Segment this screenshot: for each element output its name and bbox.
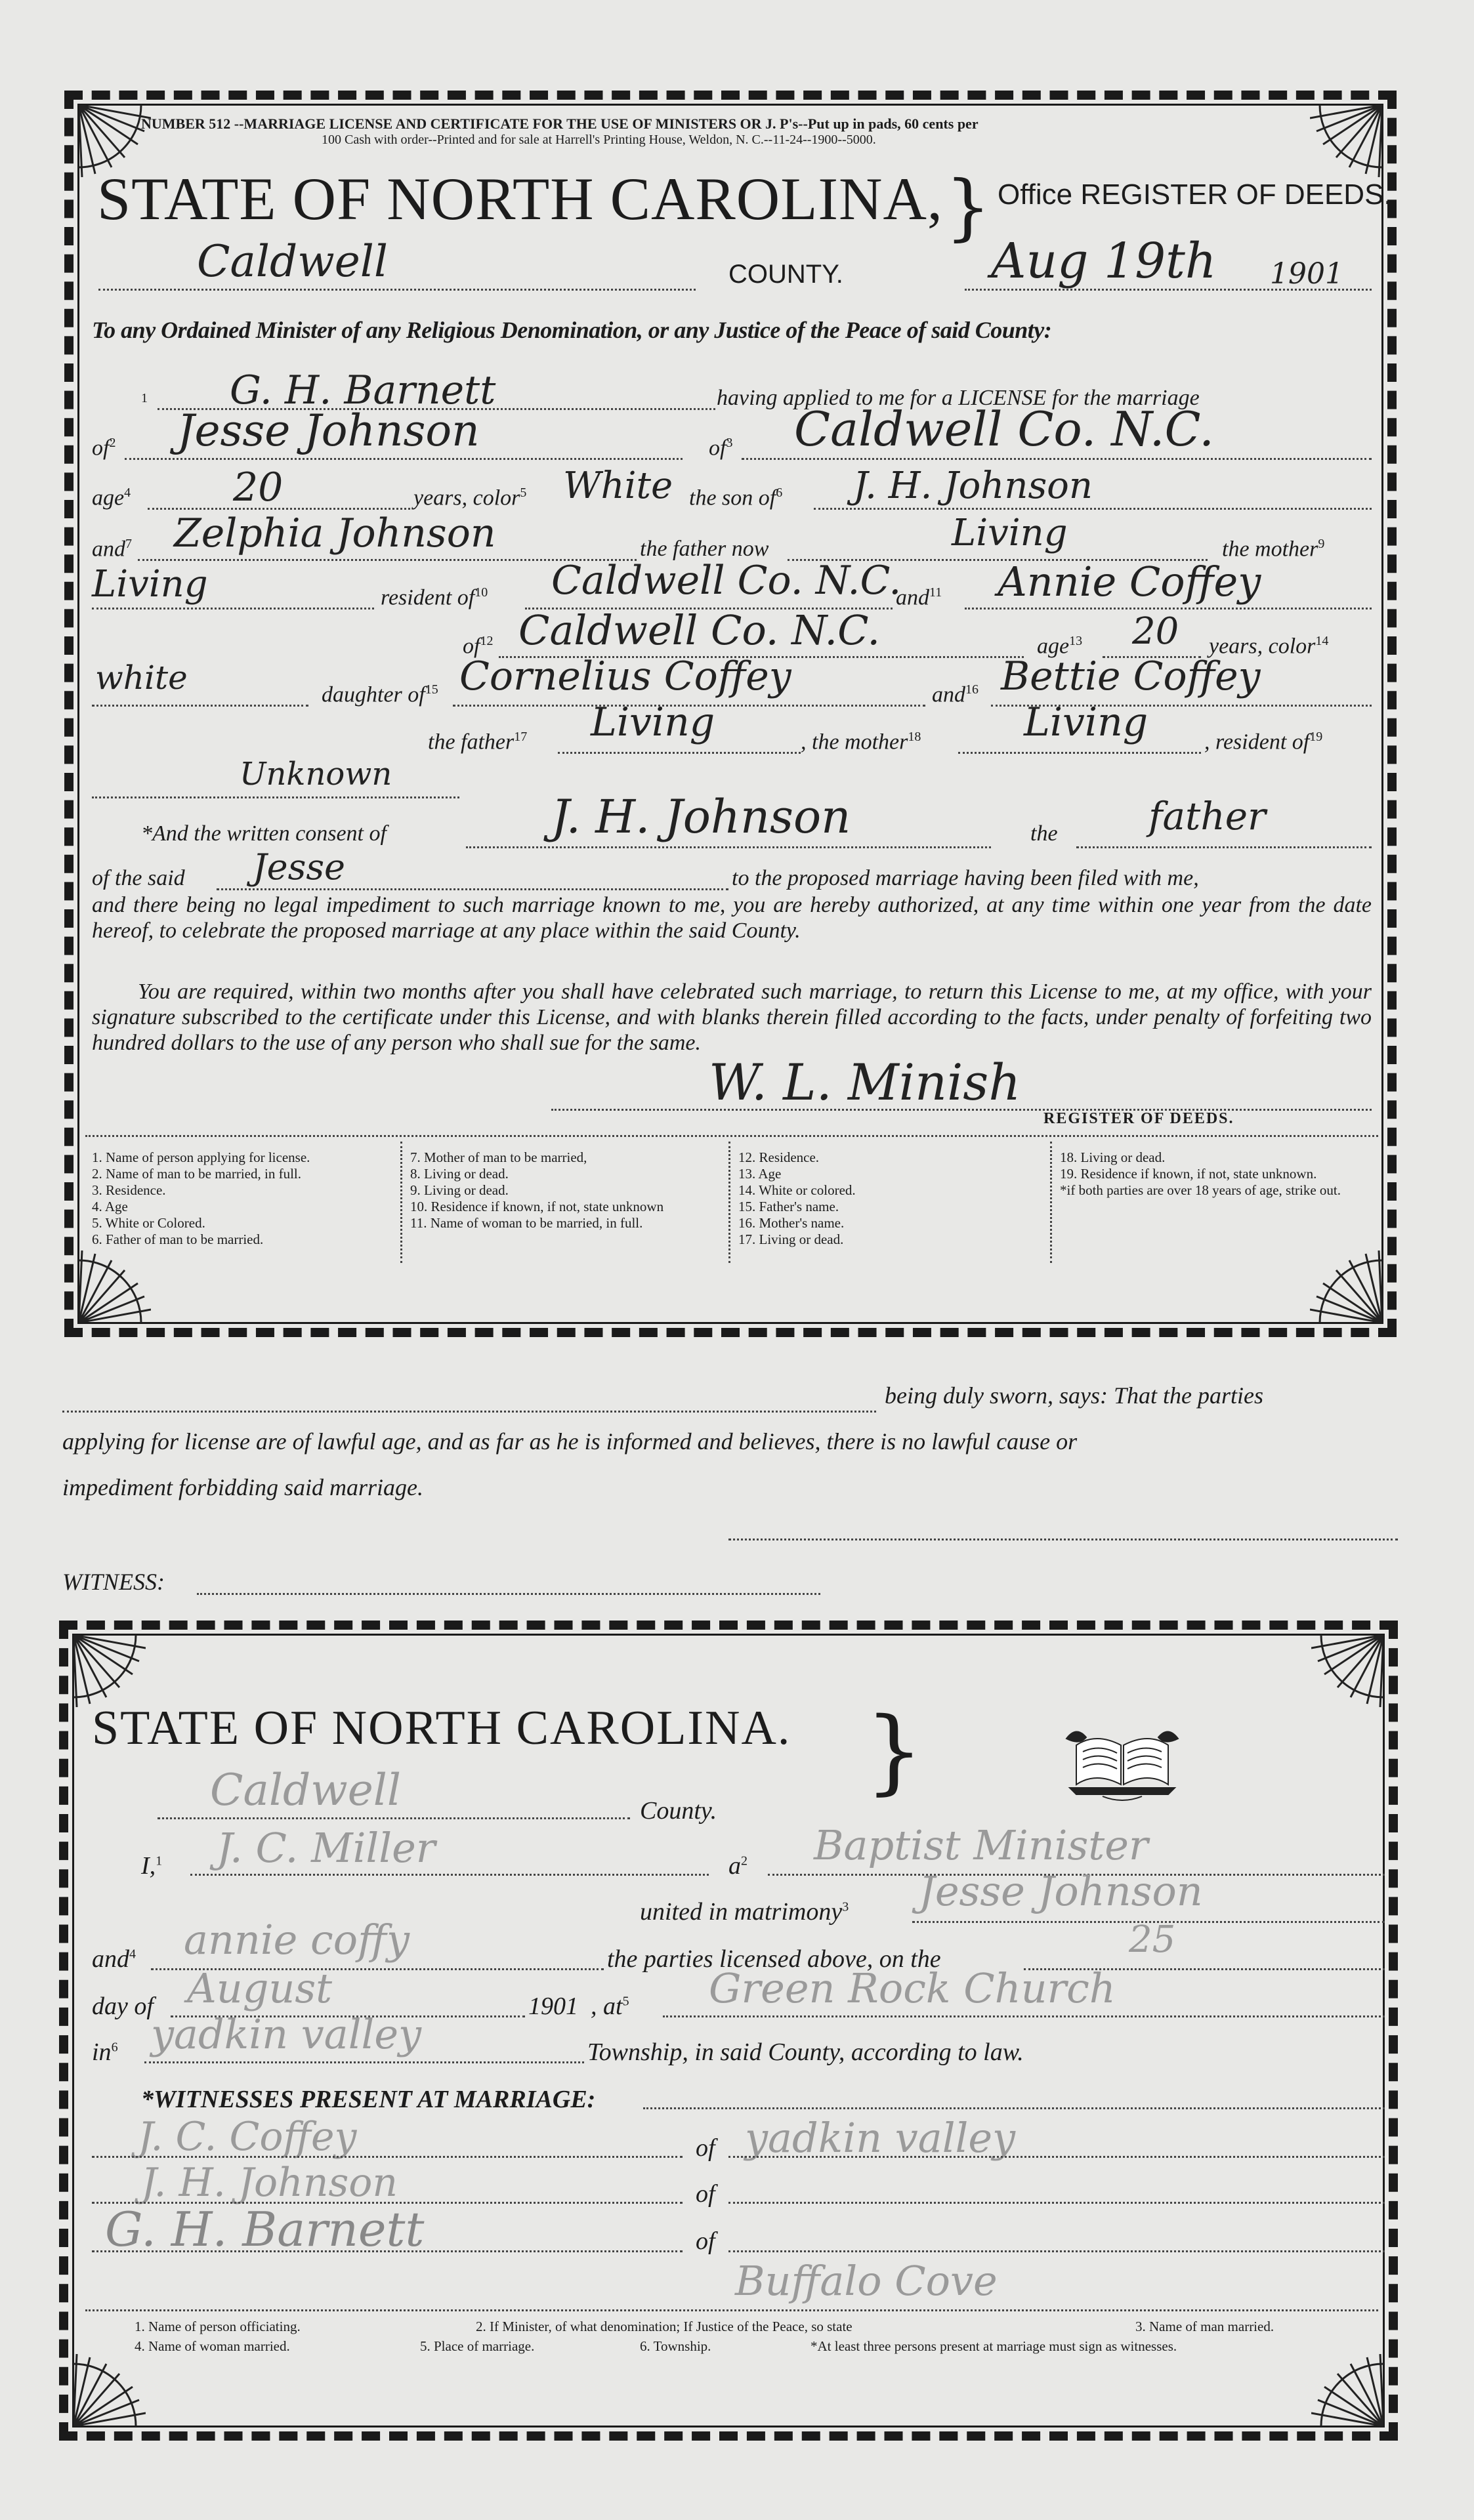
- affiant-signature-line: [728, 1539, 1398, 1540]
- years-color-label-2: years, color$^{14}$: [1209, 634, 1329, 659]
- field-num: 1: [141, 391, 148, 405]
- groom-line: [125, 458, 683, 460]
- officiant-name: J. C. Miller: [217, 1824, 436, 1872]
- age-label-2: age$^{13}$: [1037, 634, 1083, 659]
- legend-col-1: [92, 1149, 394, 1248]
- date-line: [965, 289, 1372, 291]
- bride-father: Cornelius Coffey: [459, 653, 791, 699]
- legend-item: 12. Residence.: [738, 1149, 820, 1165]
- father-now-label: the father now: [640, 537, 769, 561]
- state-title: STATE OF NORTH CAROLINA,: [97, 165, 943, 232]
- return-paragraph: You are required, within two months after you shall have celebrated such marriage, to return this License to me, at my office, with your signature subscribed to the certificate under this License, and with blanks therein filled according to the facts, under penalty of forfeiting two hundred dollars to the use of any person who shall sue for the same.: [92, 980, 1372, 1055]
- legend-divider: [85, 1135, 1378, 1137]
- corner-ornament-icon: [1311, 1635, 1383, 1707]
- salutation: To any Ordained Minister of any Religious Denomination, or any Justice of the Peace of said County:: [92, 317, 1052, 343]
- consenter-line: [466, 846, 991, 848]
- legend-item: 1. Name of person applying for license.: [92, 1149, 310, 1165]
- bride-mother-status: Living: [1024, 699, 1148, 745]
- and-label-cert: and$^4$: [92, 1945, 136, 1973]
- said-name-line: [217, 888, 728, 890]
- bride-mother-status-line: [958, 752, 1201, 754]
- resident-of-label-2: , resident $of^{19}$: [1204, 730, 1323, 754]
- parties-text: the parties licensed above, on the: [607, 1945, 941, 1973]
- affidavit-line-3: impediment forbidding said marriage.: [62, 1474, 423, 1500]
- groom-father-status: Living: [952, 512, 1068, 554]
- witness-2-of: of: [696, 2180, 715, 2208]
- legend-item: 2. Name of man to be married, in full.: [92, 1166, 301, 1182]
- legend-item: 14. White or colored.: [738, 1182, 856, 1198]
- witness-3-line: [92, 2250, 683, 2252]
- bride-mother: Bettie Coffey: [1001, 653, 1261, 699]
- the-mother-label: the mother$^9$: [1222, 537, 1325, 562]
- witness-1-place: yadkin valley: [745, 2114, 1016, 2162]
- certificate-county-value: Caldwell: [210, 1765, 401, 1815]
- resident-of-label: resident $of^{10}$: [381, 585, 488, 610]
- groom-color: White: [563, 465, 673, 507]
- a-label: $a^2$: [728, 1852, 748, 1880]
- county-label: COUNTY.: [728, 260, 843, 289]
- legend-item: 17. Living or dead.: [738, 1231, 844, 1247]
- the-mother-label-2: , the mother$^{18}$: [801, 730, 921, 754]
- day-of-label: day of: [92, 1993, 154, 2020]
- witness-2-place-line: [728, 2202, 1385, 2204]
- open-bible-icon: [1063, 1719, 1181, 1804]
- county-line: [98, 289, 696, 291]
- marriage-place: Green Rock Church: [709, 1964, 1116, 2012]
- legend-item: 3. Residence.: [92, 1182, 166, 1198]
- form-number-line: NUMBER 512 --MARRIAGE LICENSE AND CERTIFICATE FOR THE USE OF MINISTERS OR J. P's--Put up in pads, 60 cents per: [141, 115, 979, 132]
- mother-status-line: [92, 608, 374, 609]
- certificate-legend-4: 4. Name of woman married.: [135, 2338, 290, 2354]
- bride-line: [965, 608, 1372, 609]
- consent-text: to the proposed marriage having been filed with me,: [732, 866, 1199, 890]
- and-label-3: and$^{16}$: [932, 682, 979, 707]
- of-label-2: $of^3$: [709, 436, 733, 461]
- witness-3-of: of: [696, 2227, 715, 2255]
- place-line: [663, 2015, 1385, 2017]
- and-label-2: and$^{11}$: [896, 585, 942, 610]
- groom-age: 20: [233, 465, 284, 510]
- woman-married: annie coffy: [184, 1916, 410, 1964]
- son-of-label: the son $of^6$: [689, 485, 783, 510]
- certificate-legend-7: *At least three persons present at marriage must sign as witnesses.: [811, 2338, 1177, 2354]
- groom-mother: Zelphia Johnson: [174, 510, 496, 556]
- certificate-legend-2: 2. If Minister, of what denomination; If Justice of the Peace, so state: [476, 2319, 853, 2334]
- bride-father-status: Living: [591, 699, 715, 745]
- corner-ornament-icon: [79, 1250, 151, 1323]
- groom-father: J. H. Johnson: [853, 465, 1093, 507]
- corner-ornament-icon: [1310, 1250, 1382, 1323]
- said-name: Jesse: [253, 846, 345, 888]
- groom-residence: Caldwell Co. N.C.: [794, 402, 1214, 457]
- bride-age: 20: [1132, 610, 1179, 653]
- certificate-county-label: County.: [640, 1797, 717, 1825]
- and-label: and$^7$: [92, 537, 132, 562]
- consenter-name: J. H. Johnson: [551, 790, 851, 844]
- legend-item: 15. Father's name.: [738, 1199, 839, 1214]
- united-label: united in matrimony$^3$: [640, 1898, 849, 1926]
- legend-item: *if both parties are over 18 years of age, strike out.: [1060, 1182, 1341, 1198]
- county-value: Caldwell: [197, 236, 388, 287]
- in-label: $in^6$: [92, 2038, 118, 2066]
- groom-parents-residence: Caldwell Co. N.C.: [551, 558, 902, 604]
- witness-heading-line: [643, 2107, 1385, 2109]
- authorization-paragraph: and there being no legal impediment to such marriage known to me, you are hereby authorized, at any time within one year from the date hereof, to celebrate the proposed marriage at any place within the said County.: [92, 893, 1372, 943]
- legend-rule: [1050, 1142, 1052, 1263]
- legend-rule: [400, 1142, 402, 1263]
- legend-item: 4. Age: [92, 1199, 128, 1214]
- legend-item: 5. White or Colored.: [92, 1215, 205, 1231]
- register-signature: W. L. Minish: [709, 1053, 1021, 1111]
- bride-residence: Caldwell Co. N.C.: [518, 606, 881, 654]
- sworn-text: being duly sworn, says: That the parties: [885, 1382, 1263, 1409]
- bride-parents-residence: Unknown: [240, 756, 392, 793]
- i-label: I,$^1$: [141, 1852, 163, 1880]
- township-line: [144, 2061, 584, 2063]
- groom-residence-line: [742, 458, 1372, 460]
- man-married: Jesse Johnson: [919, 1867, 1203, 1915]
- legend-rule: [728, 1142, 730, 1263]
- certificate-legend-3: 3. Name of man married.: [1135, 2319, 1274, 2334]
- certificate-legend-divider: [85, 2309, 1378, 2311]
- legend-col-2: [410, 1149, 719, 1231]
- marriage-year: 1901: [528, 1993, 578, 2020]
- witness-1-place-line: [728, 2156, 1385, 2158]
- license-year: 1901: [1270, 257, 1343, 291]
- township-value: yadkin valley: [151, 2010, 422, 2058]
- certificate-legend-1: 1. Name of person officiating.: [135, 2319, 301, 2334]
- extra-place: Buffalo Cove: [735, 2257, 998, 2305]
- witness-line: [197, 1593, 820, 1595]
- relation-line: [1076, 846, 1372, 848]
- denomination: Baptist Minister: [814, 1821, 1148, 1869]
- legend-item: 19. Residence if known, if not, state unknown.: [1060, 1166, 1317, 1182]
- consent-relation: father: [1148, 794, 1266, 838]
- legend-col-3: [738, 1149, 1040, 1248]
- years-color-label: years, color$^5$: [413, 485, 527, 510]
- of-the-said-label: of the said: [92, 866, 185, 890]
- certificate-state-title: STATE OF NORTH CAROLINA.: [92, 1701, 791, 1755]
- legend-item: 16. Mother's name.: [738, 1215, 845, 1231]
- witness-1-line: [92, 2156, 683, 2158]
- having-applied-text: having applied to me for a LICENSE for the marriage: [717, 386, 1200, 410]
- legend-item: 6. Father of man to be married.: [92, 1231, 264, 1247]
- witness-2-name: J. H. Johnson: [141, 2160, 398, 2206]
- bride-father-status-line: [558, 752, 801, 754]
- legend-item: 11. Name of woman to be married, in full.: [410, 1215, 643, 1231]
- groom-mother-status: Living: [92, 563, 208, 606]
- corner-ornament-icon: [74, 1635, 146, 1707]
- officiant-line: [190, 1874, 709, 1876]
- bride-parents-residence-line: [92, 796, 459, 798]
- witness-1-of: of: [696, 2134, 715, 2162]
- marriage-month: August: [187, 1964, 333, 2012]
- legend-col-4: [1060, 1149, 1368, 1199]
- witness-1-name: J. C. Coffey: [138, 2114, 357, 2160]
- legend-item: 9. Living or dead.: [410, 1182, 509, 1198]
- sworn-name-line: [62, 1411, 876, 1413]
- witnesses-label: *WITNESSES PRESENT AT MARRIAGE:: [141, 2086, 596, 2113]
- register-label: REGISTER OF DEEDS.: [1043, 1110, 1234, 1127]
- register-line: [551, 1109, 1372, 1111]
- office-label: Office REGISTER OF DEEDS.: [998, 178, 1392, 211]
- township-text: Township, in said County, according to law.: [587, 2038, 1024, 2066]
- affidavit-line-2: applying for license are of lawful age, and as far as he is informed and believes, there is no lawful cause or: [62, 1428, 1078, 1455]
- brace: }: [945, 165, 991, 249]
- corner-ornament-icon: [1310, 105, 1382, 177]
- daughter-of-label: daughter $of^{15}$: [322, 682, 438, 707]
- legend-item: 10. Residence if known, if not, state unknown: [410, 1199, 664, 1214]
- bride-color: white: [95, 659, 188, 697]
- consent-label: *And the written consent of: [141, 821, 387, 846]
- license-date: Aug 19th: [991, 233, 1217, 289]
- bride-name: Annie Coffey: [998, 558, 1261, 606]
- marriage-day: 25: [1129, 1918, 1176, 1961]
- legend-item: 8. Living or dead.: [410, 1166, 509, 1182]
- bride-color-line: [92, 705, 308, 707]
- applicant-name: G. H. Barnett: [230, 367, 496, 413]
- certificate-brace: }: [865, 1698, 924, 1805]
- witness-3-name: G. H. Barnett: [105, 2202, 425, 2257]
- of-label: $of^2$: [92, 436, 116, 461]
- groom-age-line: [148, 508, 410, 510]
- corner-ornament-icon: [74, 2354, 146, 2426]
- of-label-3: $of^{12}$: [463, 634, 494, 659]
- the-father-label: the father$^{17}$: [428, 730, 528, 754]
- legend-item: 13. Age: [738, 1166, 782, 1182]
- at-label: , $at^5$: [591, 1993, 629, 2020]
- legend-item: 18. Living or dead.: [1060, 1149, 1166, 1165]
- legend-item: 7. Mother of man to be married,: [410, 1149, 587, 1165]
- age-label: age$^4$: [92, 485, 131, 510]
- certificate-county-line: [158, 1817, 630, 1819]
- groom-name: Jesse Johnson: [177, 405, 480, 456]
- groom-father-line: [814, 508, 1372, 510]
- certificate-legend-6: 6. Township.: [640, 2338, 711, 2354]
- certificate-legend-5: 5. Place of marriage.: [420, 2338, 535, 2354]
- witness-3-place-line: [728, 2250, 1385, 2252]
- printer-line: 100 Cash with order--Printed and for sale at Harrell's Printing House, Weldon, N. C.--11-24--1900--5000.: [322, 133, 876, 147]
- corner-ornament-icon: [1311, 2354, 1383, 2426]
- witness-label: WITNESS:: [62, 1569, 165, 1595]
- the-label: the: [1030, 821, 1058, 846]
